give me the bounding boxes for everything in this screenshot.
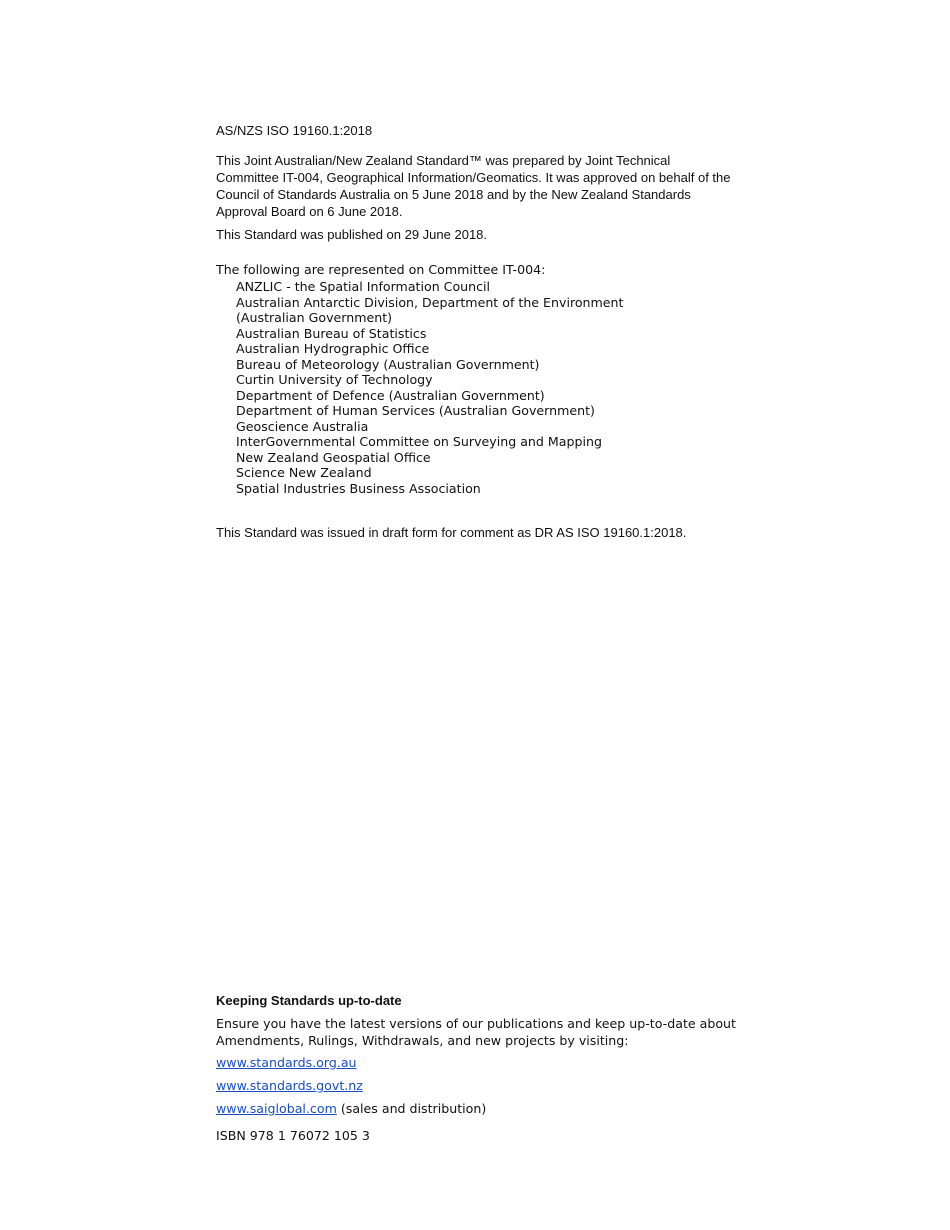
published-statement: This Standard was published on 29 June 2018. bbox=[216, 227, 488, 242]
committee-member: Bureau of Meteorology (Australian Government) bbox=[236, 356, 540, 372]
committee-member: Geoscience Australia bbox=[236, 418, 369, 434]
saiglobal-link[interactable]: www.saiglobal.com bbox=[216, 1101, 337, 1116]
keeping-up-to-date-heading: Keeping Standards up-to-date bbox=[216, 993, 402, 1008]
standards-au-link[interactable]: www.standards.org.au bbox=[216, 1055, 357, 1070]
committee-member: ANZLIC - the Spatial Information Council bbox=[236, 279, 491, 294]
standards-nz-link[interactable]: www.standards.govt.nz bbox=[216, 1078, 363, 1093]
committee-intro: The following are represented on Committee IT-004: bbox=[216, 262, 546, 277]
committee-member: (Australian Government) bbox=[236, 310, 393, 325]
committee-member: Department of Defence (Australian Government) bbox=[236, 387, 545, 403]
isbn: ISBN 978 1 76072 105 3 bbox=[216, 1128, 370, 1143]
committee-member: Curtin University of Technology bbox=[236, 372, 433, 387]
standards-au-link-row bbox=[216, 1055, 357, 1071]
standards-nz-link-row bbox=[216, 1078, 363, 1094]
draft-statement: This Standard was issued in draft form for comment as DR AS ISO 19160.1:2018. bbox=[216, 525, 687, 540]
keeping-up-to-date-body: Ensure you have the latest versions of our publications and keep up-to-date about Amendments, Rulings, Withdrawals, and new projects by visiting: bbox=[216, 1016, 736, 1048]
committee-member: Australian Antarctic Division, Department of the Environment bbox=[236, 294, 624, 310]
committee-member: Science New Zealand bbox=[236, 465, 372, 480]
committee-member: Australian Bureau of Statistics bbox=[236, 325, 427, 341]
saiglobal-note: (sales and distribution) bbox=[336, 1101, 487, 1116]
committee-member: Australian Hydrographic Office bbox=[236, 341, 430, 356]
committee-member-list bbox=[236, 279, 623, 496]
committee-member: Department of Human Services (Australian Government) bbox=[236, 403, 595, 418]
saiglobal-link-row bbox=[216, 1101, 486, 1117]
committee-member: Spatial Industries Business Association bbox=[236, 480, 481, 496]
prepared-statement: This Joint Australian/New Zealand Standard™ was prepared by Joint Technical Committee IT-004, Geographical Information/Geomatics. It was approved on behalf of the Council of Standards Australia on 5 June 2018 and by the New Zealand Standards Approval Board on 6 June 2018. bbox=[216, 153, 731, 219]
committee-member: New Zealand Geospatial Office bbox=[236, 449, 431, 465]
document-id: AS/NZS ISO 19160.1:2018 bbox=[216, 123, 373, 138]
committee-member: InterGovernmental Committee on Surveying and Mapping bbox=[236, 434, 602, 449]
